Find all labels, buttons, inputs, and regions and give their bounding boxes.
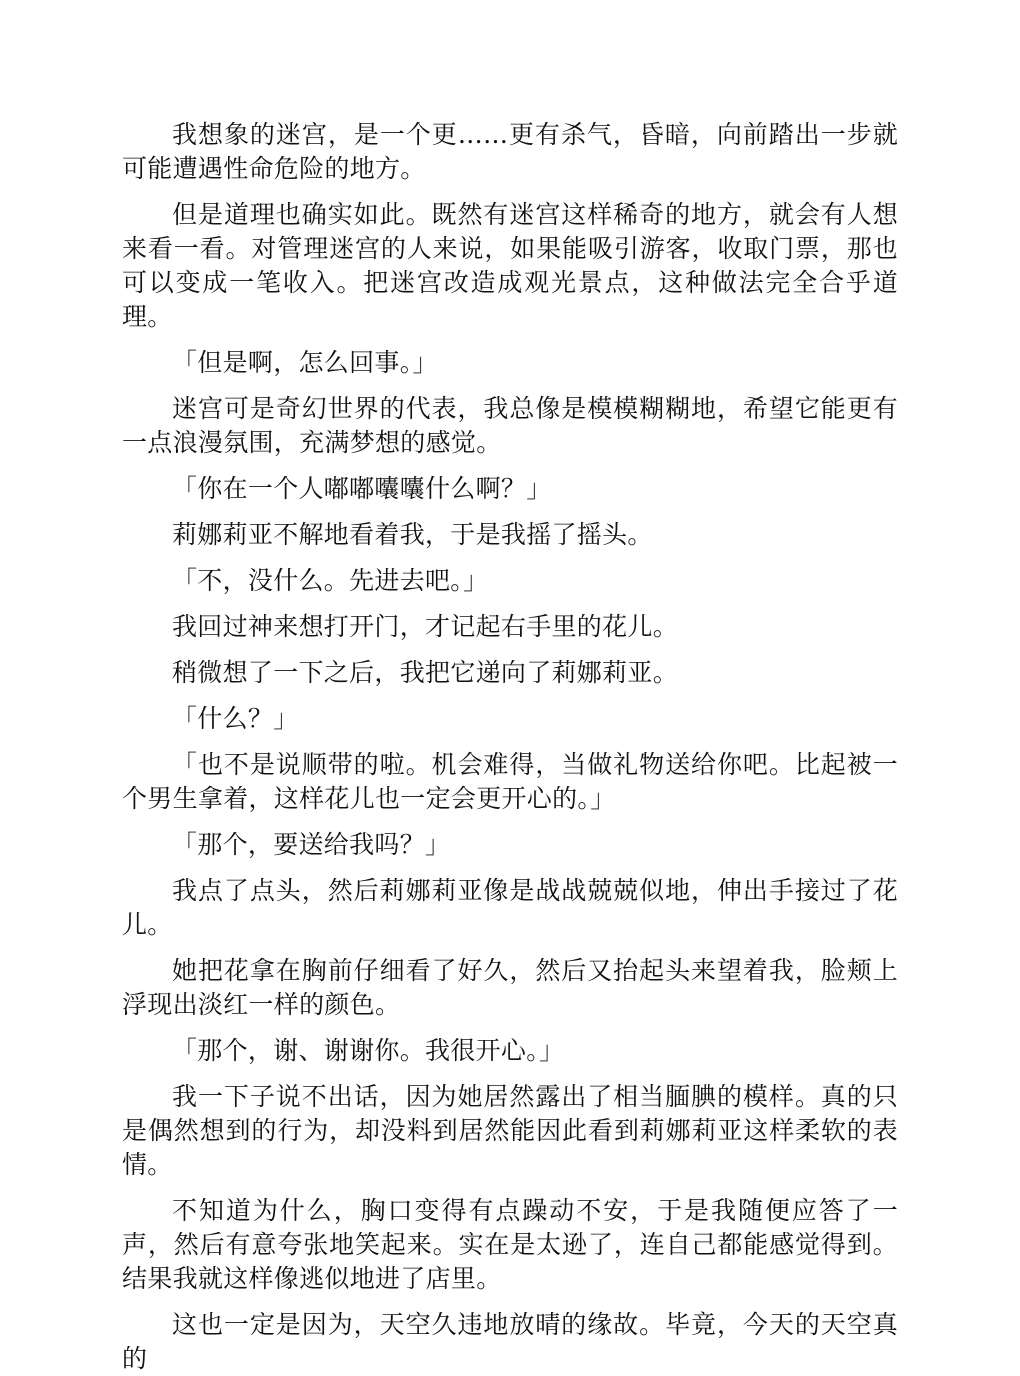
- paragraph: 「但是啊，怎么回事。」: [172, 348, 438, 377]
- paragraph: 但是道理也确实如此。既然有迷宫这样稀奇的地方，就会有人想来看一看。对管理迷宫的人来说，如果能吸引游客，收取门票，那也可以变成一笔收入。把迷宫改造成观光景点，这种做法完全合乎道理。: [122, 200, 898, 331]
- paragraph: 不知道为什么，胸口变得有点躁动不安，于是我随便应答了一声，然后有意夸张地笑起来。实在是太逊了，连自己都能感觉得到。结果我就这样像逃似地进了店里。: [122, 1196, 898, 1293]
- paragraph: 「那个，要送给我吗？」: [172, 830, 451, 859]
- paragraph: 我点了点头，然后莉娜莉亚像是战战兢兢似地，伸出手接过了花儿。: [122, 876, 898, 939]
- paragraph: 迷宫可是奇幻世界的代表，我总像是模模糊糊地，希望它能更有一点浪漫氛围，充满梦想的感觉。: [122, 394, 898, 457]
- paragraph: 她把花拿在胸前仔细看了好久，然后又抬起头来望着我，脸颊上浮现出淡红一样的颜色。: [122, 956, 898, 1019]
- paragraph: 我想象的迷宫，是一个更……更有杀气，昏暗，向前踏出一步就可能遭遇性命危险的地方。: [122, 120, 898, 183]
- paragraph: 这也一定是因为，天空久违地放晴的缘故。毕竟，今天的天空真的: [122, 1310, 898, 1373]
- document-page: [122, 118, 898, 1376]
- paragraph: 我一下子说不出话，因为她居然露出了相当腼腆的模样。真的只是偶然想到的行为，却没料到居然能因此看到莉娜莉亚这样柔软的表情。: [122, 1082, 898, 1179]
- paragraph: 莉娜莉亚不解地看着我，于是我摇了摇头。: [172, 520, 653, 549]
- paragraph: 「那个，谢、谢谢你。我很开心。」: [172, 1036, 565, 1065]
- paragraph: 稍微想了一下之后，我把它递向了莉娜莉亚。: [172, 658, 679, 687]
- paragraph: 「也不是说顺带的啦。机会难得，当做礼物送给你吧。比起被一个男生拿着，这样花儿也一定会更开心的。」: [122, 750, 898, 813]
- paragraph: 「不，没什么。先进去吧。」: [172, 566, 489, 595]
- paragraph: 「什么？」: [172, 704, 299, 733]
- paragraph: 「你在一个人嘟嘟囔囔什么啊？」: [172, 474, 552, 503]
- paragraph: 我回过神来想打开门，才记起右手里的花儿。: [172, 612, 679, 641]
